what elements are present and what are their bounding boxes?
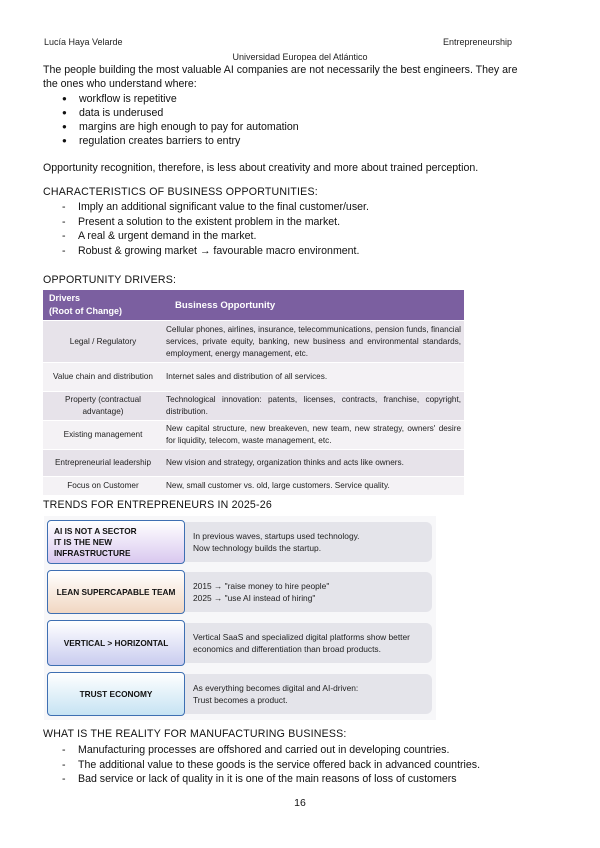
header-cell-drivers	[43, 290, 163, 321]
opportunity-cell: Cellular phones, airlines, insurance, telecommunications, pension funds, financial services, private equity, banking, new business and environmental standards, employment, energy management, etc.	[163, 321, 464, 363]
trend-label-line1: VERTICAL > HORIZONTAL	[63, 637, 169, 648]
header-course: Entrepreneurship	[443, 37, 513, 47]
drivers-title: OPPORTUNITY DRIVERS:	[43, 274, 177, 286]
trend-item	[47, 620, 433, 666]
driver-cell: Value chain and distribution	[43, 363, 163, 392]
trend-desc-line2: Trust becomes a product.	[193, 695, 288, 705]
opportunity-cell: Technological innovation: patents, licenses, contracts, franchise, copyright, distribution.	[163, 392, 464, 421]
intro-line-1: The people building the most valuable AI companies are not necessarily the best engineers. They are	[43, 64, 518, 76]
trend-desc-line2: economics and differentiation than broad products.	[193, 644, 381, 654]
drivers-table	[43, 290, 464, 495]
table-row	[43, 477, 464, 495]
trend-desc-line2: Now technology builds the startup.	[193, 543, 322, 553]
driver-cell: Legal / Regulatory	[43, 321, 163, 363]
trends-title: TRENDS FOR ENTREPRENEURS IN 2025-26	[43, 499, 272, 511]
header-drivers-line2: (Root of Change)	[49, 306, 122, 316]
header-drivers-line1: Drivers	[49, 293, 81, 303]
trend-desc-line2: 2025 → "use AI instead of hiring"	[193, 593, 316, 603]
trend-description	[185, 674, 432, 714]
list-item: ● regulation creates barriers to entry	[43, 134, 543, 148]
list-item: - The additional value to these goods is the service offered back in advanced countries.	[43, 758, 573, 773]
list-item: - Bad service or lack of quality in it is one of the main reasons of loss of customers	[43, 772, 573, 787]
manufacturing-list	[43, 743, 573, 787]
trend-description	[185, 623, 432, 663]
header-author: Lucía Haya Velarde	[44, 37, 123, 47]
trend-label	[47, 520, 185, 564]
table-header-row	[43, 290, 464, 321]
intro-conclusion: Opportunity recognition, therefore, is less about creativity and more about trained perception.	[43, 162, 479, 174]
manufacturing-title: WHAT IS THE REALITY FOR MANUFACTURING BUSINESS:	[43, 728, 347, 740]
opportunity-cell: New vision and strategy, organization thinks and acts like owners.	[163, 450, 464, 477]
driver-cell: Property (contractual advantage)	[43, 392, 163, 421]
opportunity-cell: Internet sales and distribution of all services.	[163, 363, 464, 392]
trend-desc-line1: Vertical SaaS and specialized digital platforms show better	[193, 632, 410, 642]
trend-label-line1: TRUST ECONOMY	[79, 688, 153, 699]
trend-description	[185, 522, 432, 562]
trend-label-line1: AI IS NOT A SECTOR	[54, 525, 137, 536]
trend-label	[47, 570, 185, 614]
table-row	[43, 450, 464, 477]
trend-desc-line1: In previous waves, startups used technology.	[193, 531, 360, 541]
table-row	[43, 363, 464, 392]
table-row	[43, 392, 464, 421]
trend-label	[47, 672, 185, 716]
trend-item	[47, 520, 433, 564]
intro-bullet-list	[43, 92, 543, 148]
list-item: - Present a solution to the existent problem in the market.	[43, 215, 563, 230]
trend-desc-line1: As everything becomes digital and AI-driven:	[193, 683, 359, 693]
list-item: ● margins are high enough to pay for automation	[43, 120, 543, 134]
list-item: - Imply an additional significant value to the final customer/user.	[43, 200, 563, 215]
table-row	[43, 421, 464, 450]
table-row	[43, 321, 464, 363]
header-cell-opportunity: Business Opportunity	[163, 290, 464, 321]
driver-cell: Focus on Customer	[43, 477, 163, 495]
intro-paragraph	[43, 63, 563, 91]
page-number: 16	[294, 797, 306, 809]
trend-label-line2: IT IS THE NEW INFRASTRUCTURE	[54, 536, 131, 558]
list-item: ● workflow is repetitive	[43, 92, 543, 106]
list-item: - Robust & growing market → favourable macro environment.	[43, 244, 563, 259]
list-item: ● data is underused	[43, 106, 543, 120]
opportunity-cell: New, small customer vs. old, large customers. Service quality.	[163, 477, 464, 495]
opportunity-cell: New capital structure, new breakeven, new team, new strategy, owners' desire for liquidity, telecom, waste management, etc.	[163, 421, 464, 450]
trend-item	[47, 570, 433, 614]
header-university: Universidad Europea del Atlántico	[232, 52, 368, 62]
driver-cell: Existing management	[43, 421, 163, 450]
trend-item	[47, 672, 433, 716]
driver-cell: Entrepreneurial leadership	[43, 450, 163, 477]
list-item: - A real & urgent demand in the market.	[43, 229, 563, 244]
characteristics-list	[43, 200, 563, 258]
trend-description	[185, 572, 432, 612]
characteristics-title: CHARACTERISTICS OF BUSINESS OPPORTUNITIES:	[43, 186, 318, 198]
intro-line-2: the ones who understand where:	[43, 78, 197, 90]
trend-desc-line1: 2015 → "raise money to hire people"	[193, 581, 330, 591]
trend-label-line1: LEAN SUPERCAPABLE TEAM	[56, 586, 176, 597]
list-item: - Manufacturing processes are offshored and carried out in developing countries.	[43, 743, 573, 758]
trend-label	[47, 620, 185, 666]
